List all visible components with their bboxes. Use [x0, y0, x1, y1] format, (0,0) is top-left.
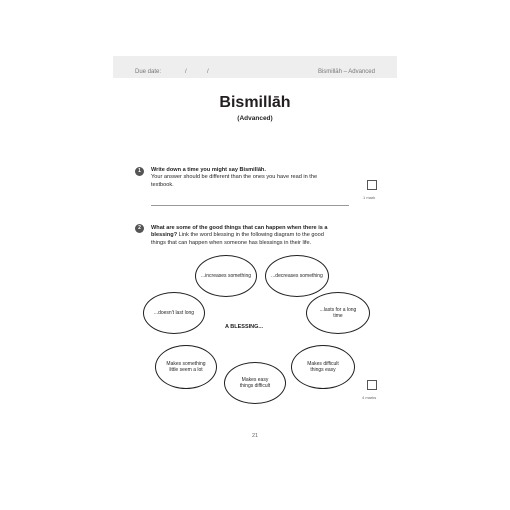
question-2-line: things that can happen when someone has blessings in their life.: [151, 239, 312, 246]
mark-checkbox[interactable]: [367, 180, 377, 190]
blessing-label: A BLESSING...: [225, 324, 263, 330]
question-2-prompt-bold: blessing?: [151, 232, 178, 239]
question-1-number: 1: [135, 167, 144, 176]
page-number: 21: [251, 433, 259, 439]
question-1-text: [151, 167, 361, 189]
due-date-label: Due date:: [135, 69, 162, 75]
question-2-prompt: What are some of the good things that can happen when there is a: [151, 225, 328, 231]
bubble-little-a-lot[interactable]: Makes something little seem a lot: [155, 345, 217, 389]
answer-line[interactable]: [151, 205, 349, 206]
question-2-number: 2: [135, 224, 144, 233]
bubble-difficult-easy[interactable]: Makes difficult things easy: [291, 345, 355, 389]
bubble-easy-difficult[interactable]: Makes easy things difficult: [224, 362, 286, 404]
page-header: [113, 56, 397, 78]
page-subtitle: (Advanced): [237, 115, 273, 122]
bubble-doesnt-last[interactable]: ...doesn't last long: [143, 292, 205, 334]
page-title: Bismillāh: [219, 94, 291, 111]
bubble-lasts-long[interactable]: ...lasts for a long time: [306, 292, 370, 334]
due-date-slash: /: [207, 69, 209, 75]
section-title: Bismillāh – Advanced: [317, 69, 375, 75]
question-1-line: Your answer should be different than the ones you have read in the: [151, 174, 318, 181]
question-2-marks: 4 marks: [362, 395, 377, 400]
question-1-line: textbook.: [151, 181, 174, 188]
question-2-text: [151, 225, 366, 247]
question-2-line: Link the word blessing in the following diagram to the good: [177, 232, 324, 239]
question-1-marks: 1 mark: [363, 195, 376, 200]
bubble-increases[interactable]: ...increases something: [195, 255, 257, 297]
bubble-decreases[interactable]: ...decreases something: [265, 255, 329, 297]
due-date-slash: /: [185, 69, 187, 75]
question-1-prompt: Write down a time you might say Bismillāh.: [151, 167, 266, 173]
mark-checkbox[interactable]: [367, 380, 377, 390]
